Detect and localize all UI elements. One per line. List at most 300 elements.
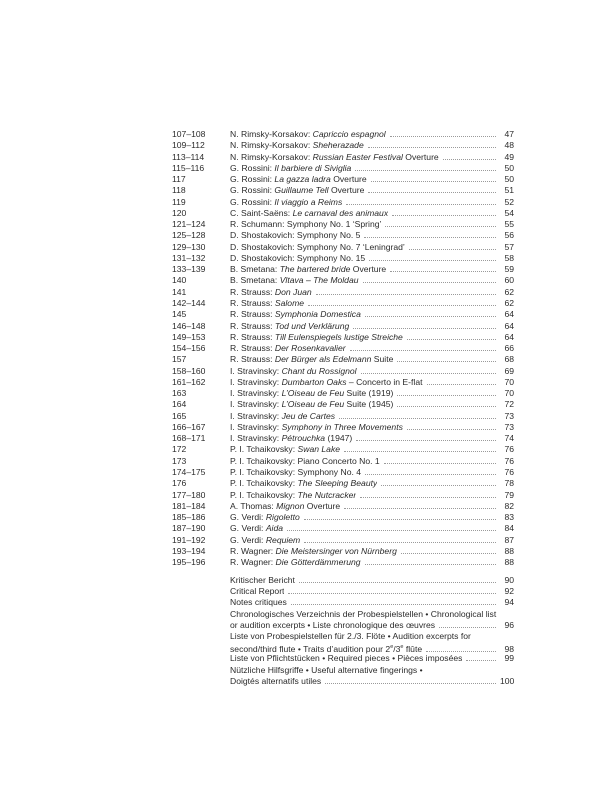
- page-number: 50: [504, 162, 514, 173]
- excerpt-number: 113–114: [172, 151, 205, 162]
- toc-entry: [172, 275, 514, 286]
- entry-suffix: Overture: [304, 500, 341, 511]
- entry-work-title: Requiem: [265, 534, 301, 545]
- page-number: 78: [504, 478, 514, 489]
- page-number: 76: [504, 444, 514, 455]
- entry-title: Kritischer Bericht: [230, 575, 295, 585]
- entry-work-title: Der Rosenkavalier: [274, 343, 346, 354]
- excerpt-number: 154–156: [172, 343, 206, 354]
- entry-composer: R. Strauss:: [230, 309, 275, 320]
- entry-composer: R. Schumann: Symphony No. 1 ‘Spring’: [230, 219, 382, 230]
- toc-entry: [172, 242, 514, 253]
- dot-leader: [368, 147, 496, 148]
- dot-leader: [427, 384, 497, 385]
- entry-title: [230, 535, 300, 546]
- entry-suffix: Suite: [371, 354, 394, 365]
- entry-work-title: Sheherazade: [312, 140, 364, 151]
- dot-leader: [360, 497, 496, 498]
- excerpt-number: 185–186: [172, 512, 206, 523]
- entry-suffix: Overture: [402, 151, 439, 162]
- page-number: 51: [504, 185, 514, 196]
- page-number: 92: [504, 586, 514, 597]
- entry-suffix: (1947): [325, 433, 353, 444]
- page-number: 88: [504, 545, 514, 556]
- toc-entry: [172, 366, 514, 377]
- excerpt-number: 195–196: [172, 557, 206, 568]
- entry-composer: I. Stravinsky:: [230, 399, 282, 410]
- entry-composer: B. Smetana:: [230, 275, 280, 286]
- entry-composer: A. Thomas:: [230, 500, 277, 511]
- entry-title: [230, 388, 393, 399]
- entry-title: [230, 185, 364, 196]
- entry-composer: N. Rimsky-Korsakov:: [230, 151, 313, 162]
- entry-title: [230, 208, 388, 219]
- entry-composer: G. Rossini:: [230, 196, 275, 207]
- entry-work-title: Jeu de Cartes: [281, 410, 336, 421]
- dot-leader: [365, 564, 496, 565]
- excerpt-number: 109–112: [172, 140, 205, 151]
- toc-entry: [172, 512, 514, 523]
- dot-leader: [371, 181, 496, 182]
- page-number: 64: [504, 331, 514, 342]
- entry-work-title: Guillaume Tell: [274, 185, 329, 196]
- toc-entry-fingerings-line1: Nützliche Hilfsgriffe • Useful alternative fingerings •: [230, 664, 423, 675]
- excerpt-number: 177–180: [172, 489, 206, 500]
- excerpt-number: 168–171: [172, 433, 206, 444]
- dot-leader: [409, 249, 496, 250]
- entry-composer: P. I. Tchaikovsky: Symphony No. 4: [230, 466, 362, 477]
- page-number: 79: [504, 489, 514, 500]
- entry-composer: R. Strauss:: [230, 343, 275, 354]
- toc-entry: [172, 411, 514, 422]
- dot-leader: [384, 463, 496, 464]
- toc-entry-second-flute-line2: [230, 642, 514, 653]
- toc-entry: [172, 557, 514, 568]
- excerpt-number: 118: [172, 185, 186, 196]
- superscript: e: [390, 644, 394, 651]
- toc-entry: [172, 163, 514, 174]
- toc-entry: [172, 523, 514, 534]
- page-number: 54: [504, 207, 514, 218]
- dot-leader: [316, 294, 496, 295]
- dot-leader: [355, 170, 496, 171]
- entry-title: Doigtés alternatifs utiles: [230, 675, 322, 686]
- entry-work-title: Tod und Verklärung: [274, 320, 350, 331]
- excerpt-number: 158–160: [172, 365, 206, 376]
- entry-title: [230, 467, 361, 478]
- dot-leader: [365, 474, 496, 475]
- entry-suffix: Suite (1945): [344, 399, 394, 410]
- excerpt-number: 157: [172, 354, 187, 365]
- dot-leader: [304, 519, 496, 520]
- entry-title: [230, 546, 397, 557]
- entry-work-title: Rigoletto: [265, 512, 300, 523]
- page-number: 69: [504, 365, 514, 376]
- toc-entry: [172, 433, 514, 444]
- page-number: 50: [504, 174, 514, 185]
- toc-entry-chronological-line1: Chronologisches Verzeichnis der Probespielstellen • Chronological list: [230, 608, 497, 619]
- entry-composer: D. Shostakovich: Symphony No. 15: [230, 252, 366, 263]
- toc-entry: [172, 343, 514, 354]
- toc-entry: [172, 490, 514, 501]
- entry-title: [230, 411, 335, 422]
- entry-composer: R. Strauss:: [230, 354, 275, 365]
- page-number: 66: [504, 343, 514, 354]
- entry-title: [230, 433, 352, 444]
- entry-composer: R. Strauss:: [230, 286, 275, 297]
- toc-entry: [172, 298, 514, 309]
- dot-leader: [287, 530, 496, 531]
- entry-work-title: Dumbarton Oaks: [281, 376, 347, 387]
- dot-leader: [381, 485, 496, 486]
- entry-work-title: Russian Easter Festival: [312, 151, 403, 162]
- excerpt-number: 172: [172, 444, 187, 455]
- entry-composer: R. Strauss:: [230, 297, 275, 308]
- excerpt-number: 141: [172, 286, 187, 297]
- entry-title: [230, 422, 403, 433]
- toc-entry: [172, 219, 514, 230]
- excerpt-number: 119: [172, 196, 186, 207]
- entry-composer: R. Wagner:: [230, 557, 276, 568]
- entry-suffix: Suite (1919): [344, 388, 394, 399]
- page-number: 48: [504, 140, 514, 151]
- entry-composer: P. I. Tchaikovsky:: [230, 478, 298, 489]
- page-number: 57: [504, 241, 514, 252]
- entry-title: Liste von Pflichtstücken • Required pieces • Pièces imposées: [230, 653, 463, 664]
- toc-entry: [172, 332, 514, 343]
- entry-composer: I. Stravinsky:: [230, 421, 282, 432]
- dot-leader: [439, 627, 496, 628]
- table-of-contents: [172, 129, 514, 568]
- page-number: 64: [504, 309, 514, 320]
- entry-title: [230, 197, 342, 208]
- toc-entry: [172, 399, 514, 410]
- entry-title: [230, 242, 405, 253]
- page-number: 59: [504, 264, 514, 275]
- excerpt-number: 176: [172, 478, 187, 489]
- entry-work-title: Le carnaval des animaux: [292, 207, 389, 218]
- toc-entry: [172, 546, 514, 557]
- toc-entry: [172, 197, 514, 208]
- entry-composer: G. Rossini:: [230, 174, 275, 185]
- entry-title: [230, 523, 283, 534]
- entry-work-title: L’Oiseau de Feu: [281, 399, 345, 410]
- page-number: 76: [504, 455, 514, 466]
- entry-title: [230, 332, 403, 343]
- entry-title: [230, 264, 386, 275]
- entry-suffix: – Concerto in E-flat: [346, 376, 423, 387]
- dot-leader: [288, 593, 496, 594]
- dot-leader: [339, 418, 496, 419]
- entry-title: [230, 230, 360, 241]
- entry-work-title: Salome: [274, 297, 305, 308]
- page-number: 96: [504, 619, 514, 630]
- dot-leader: [299, 582, 496, 583]
- dot-leader: [368, 192, 496, 193]
- toc-entry: [172, 321, 514, 332]
- toc-entry-second-flute-line1: Liste von Probespielstellen für 2./3. Flöte • Audition excerpts for: [230, 630, 471, 641]
- entry-composer: I. Stravinsky:: [230, 376, 282, 387]
- page-number: 73: [504, 410, 514, 421]
- excerpt-number: 161–162: [172, 376, 206, 387]
- entry-work-title: Der Bürger als Edelmann: [274, 354, 372, 365]
- toc-entry: [172, 377, 514, 388]
- entry-title: [230, 399, 393, 410]
- dot-leader: [426, 651, 496, 652]
- excerpt-number: 146–148: [172, 320, 206, 331]
- toc-entry: [172, 467, 514, 478]
- dot-leader: [443, 159, 496, 160]
- entry-title: [230, 321, 349, 332]
- dot-leader: [325, 683, 496, 684]
- excerpt-number: 117: [172, 174, 186, 185]
- entry-work-title: Symphony in Three Movements: [281, 421, 403, 432]
- entry-title: [230, 174, 367, 185]
- entry-composer: R. Strauss:: [230, 331, 275, 342]
- entry-title: or audition excerpts • Liste chronologique des œuvres: [230, 619, 436, 630]
- entry-composer: C. Saint-Saëns:: [230, 207, 293, 218]
- dot-leader: [397, 395, 496, 396]
- entry-work-title: The Nutcracker: [297, 489, 357, 500]
- excerpt-number: 129–130: [172, 241, 206, 252]
- toc-entry: [172, 253, 514, 264]
- entry-work-title: Die Meistersinger von Nürnberg: [275, 545, 397, 556]
- toc-entry: [172, 287, 514, 298]
- page-number: 72: [504, 399, 514, 410]
- entry-composer: B. Smetana:: [230, 264, 280, 275]
- toc-entry: [172, 456, 514, 467]
- dot-leader: [304, 542, 496, 543]
- dot-leader: [401, 553, 496, 554]
- dot-leader: [397, 361, 496, 362]
- dot-leader: [291, 604, 496, 605]
- excerpt-number: 173: [172, 455, 187, 466]
- toc-entry: [172, 174, 514, 185]
- entry-composer: R. Wagner:: [230, 545, 276, 556]
- entry-title: [230, 444, 340, 455]
- entry-composer: N. Rimsky-Korsakov:: [230, 129, 313, 139]
- toc-entry: [172, 230, 514, 241]
- dot-leader: [356, 440, 496, 441]
- dot-leader: [308, 305, 496, 306]
- entry-work-title: Chant du Rossignol: [281, 365, 357, 376]
- excerpt-number: 163: [172, 388, 187, 399]
- toc-entry: [172, 140, 514, 151]
- page-number: 88: [504, 557, 514, 568]
- entry-title: [230, 490, 356, 501]
- page-number: 68: [504, 354, 514, 365]
- entry-composer: I. Stravinsky:: [230, 410, 282, 421]
- toc-entry: [172, 309, 514, 320]
- entry-work-title: Aida: [265, 523, 284, 534]
- entry-composer: P. I. Tchaikovsky: Piano Concerto No. 1: [230, 455, 380, 466]
- dot-leader: [397, 406, 496, 407]
- entry-composer: P. I. Tchaikovsky:: [230, 489, 298, 500]
- dot-leader: [364, 237, 496, 238]
- entry-title: [230, 343, 346, 354]
- page-number: 60: [504, 275, 514, 286]
- excerpt-number: 140: [172, 275, 187, 286]
- dot-leader: [361, 373, 496, 374]
- entry-title-pre: second/third flute • Traits d’audition pour 2: [230, 643, 391, 654]
- toc-entry-chronological-line2: [230, 620, 514, 631]
- page-number: 87: [504, 534, 514, 545]
- toc-entry: [172, 422, 514, 433]
- back-matter-list: [230, 575, 514, 687]
- entry-composer: D. Shostakovich: Symphony No. 7 ‘Leningrad’: [230, 241, 405, 252]
- toc-entry-fingerings-line2: [230, 676, 514, 687]
- entry-title: [230, 377, 423, 388]
- entry-title: [230, 287, 312, 298]
- entry-composer: N. Rimsky-Korsakov:: [230, 140, 313, 151]
- entry-title: [230, 512, 300, 523]
- entry-title: [230, 309, 361, 320]
- page-number: 70: [504, 388, 514, 399]
- excerpt-number: 165: [172, 410, 187, 421]
- excerpt-number: 133–139: [172, 264, 206, 275]
- dot-leader: [466, 660, 496, 661]
- toc-entry-notes-critiques: [230, 597, 514, 608]
- entry-suffix: Overture: [350, 264, 387, 275]
- excerpt-number: 131–132: [172, 252, 206, 263]
- entry-title: Notes critiques: [230, 597, 287, 608]
- toc-entry: [172, 354, 514, 365]
- toc-entry: [172, 535, 514, 546]
- entry-title-mid: /3: [393, 643, 401, 654]
- entry-composer: R. Strauss:: [230, 320, 275, 331]
- toc-entry-required-pieces: [230, 653, 514, 664]
- entry-title: Critical Report: [230, 586, 285, 597]
- excerpt-number: 142–144: [172, 297, 206, 308]
- dot-leader: [392, 215, 496, 216]
- page-number: 98: [504, 643, 514, 654]
- toc-entry-kritischer-bericht: [230, 575, 514, 586]
- entry-work-title: Symphonia Domestica: [274, 309, 361, 320]
- excerpt-number: 120: [172, 207, 187, 218]
- dot-leader: [353, 328, 496, 329]
- dot-leader: [344, 508, 496, 509]
- page-number: 64: [504, 320, 514, 331]
- toc-entry: [172, 478, 514, 489]
- excerpt-number: 121–124: [172, 219, 206, 230]
- excerpt-number: 145: [172, 309, 187, 320]
- toc-entry: [172, 152, 514, 163]
- excerpt-number: 115–116: [172, 162, 205, 173]
- entry-work-title: The bartered bride: [279, 264, 351, 275]
- dot-leader: [346, 204, 496, 205]
- entry-work-title: La gazza ladra: [274, 174, 331, 185]
- entry-work-title: Till Eulenspiegels lustige Streiche: [274, 331, 403, 342]
- entry-work-title: L’Oiseau de Feu: [281, 388, 345, 399]
- dot-leader: [363, 282, 496, 283]
- excerpt-number: 193–194: [172, 545, 206, 556]
- excerpt-number: 174–175: [172, 466, 206, 477]
- entry-composer: D. Shostakovich: Symphony No. 5: [230, 230, 361, 241]
- entry-composer: G. Rossini:: [230, 162, 275, 173]
- entry-title: [230, 478, 377, 489]
- entry-work-title: Il barbiere di Siviglia: [274, 162, 352, 173]
- entry-composer: P. I. Tchaikovsky:: [230, 444, 298, 455]
- entry-title: [230, 298, 304, 309]
- dot-leader: [369, 260, 496, 261]
- entry-title: [230, 129, 386, 140]
- dot-leader: [390, 271, 496, 272]
- excerpt-number: 187–190: [172, 523, 206, 534]
- excerpt-number: 191–192: [172, 534, 206, 545]
- page-number: 70: [504, 376, 514, 387]
- excerpt-number: 181–184: [172, 500, 206, 511]
- entry-work-title: Pétrouchka: [281, 433, 326, 444]
- entry-work-title: Capriccio espagnol: [312, 129, 386, 139]
- page-number: 49: [504, 151, 514, 162]
- dot-leader: [344, 451, 496, 452]
- excerpt-number: 166–167: [172, 421, 206, 432]
- dot-leader: [385, 226, 496, 227]
- entry-composer: I. Stravinsky:: [230, 433, 282, 444]
- entry-composer: I. Stravinsky:: [230, 388, 282, 399]
- superscript: e: [400, 644, 404, 651]
- toc-entry: [172, 264, 514, 275]
- toc-entry: [172, 444, 514, 455]
- page-number: 73: [504, 421, 514, 432]
- entry-title: [230, 275, 359, 286]
- page-number: 55: [504, 219, 514, 230]
- page-number: 58: [504, 252, 514, 263]
- excerpt-number: 149–153: [172, 331, 206, 342]
- toc-entry: [172, 208, 514, 219]
- entry-title: [230, 501, 340, 512]
- page-number: 94: [504, 597, 514, 608]
- dot-leader: [365, 316, 496, 317]
- entry-title: [230, 354, 393, 365]
- entry-suffix: Overture: [328, 185, 365, 196]
- excerpt-number: 164: [172, 399, 187, 410]
- page-number: 82: [504, 500, 514, 511]
- entry-work-title: Swan Lake: [297, 444, 341, 455]
- page-number: 83: [504, 512, 514, 523]
- entry-title: [230, 253, 365, 264]
- toc-entry-critical-report: [230, 586, 514, 597]
- entry-composer: G. Rossini:: [230, 185, 275, 196]
- toc-entry: [172, 501, 514, 512]
- entry-title: [230, 456, 380, 467]
- page-number: 100: [500, 675, 515, 686]
- page-number: 99: [504, 653, 514, 664]
- entry-work-title: The Sleeping Beauty: [297, 478, 378, 489]
- dot-leader: [407, 429, 496, 430]
- page-number: 90: [504, 575, 514, 585]
- page-number: 76: [504, 466, 514, 477]
- entry-composer: G. Verdi:: [230, 512, 266, 523]
- page-number: 56: [504, 230, 514, 241]
- entry-title: [230, 140, 364, 151]
- entry-title: [230, 219, 381, 230]
- toc-entry: [172, 388, 514, 399]
- entry-work-title: Il viaggio a Reims: [274, 196, 343, 207]
- entry-suffix: Overture: [330, 174, 367, 185]
- page-number: 74: [504, 433, 514, 444]
- entry-work-title: Vltava – The Moldau: [279, 275, 359, 286]
- page-number: 62: [504, 286, 514, 297]
- toc-entry: [172, 185, 514, 196]
- dot-leader: [407, 339, 496, 340]
- dot-leader: [390, 136, 496, 137]
- entry-title: [230, 152, 439, 163]
- page-number: 52: [504, 196, 514, 207]
- entry-work-title: Die Götterdämmerung: [275, 557, 361, 568]
- excerpt-number: 125–128: [172, 230, 206, 241]
- entry-composer: G. Verdi:: [230, 523, 266, 534]
